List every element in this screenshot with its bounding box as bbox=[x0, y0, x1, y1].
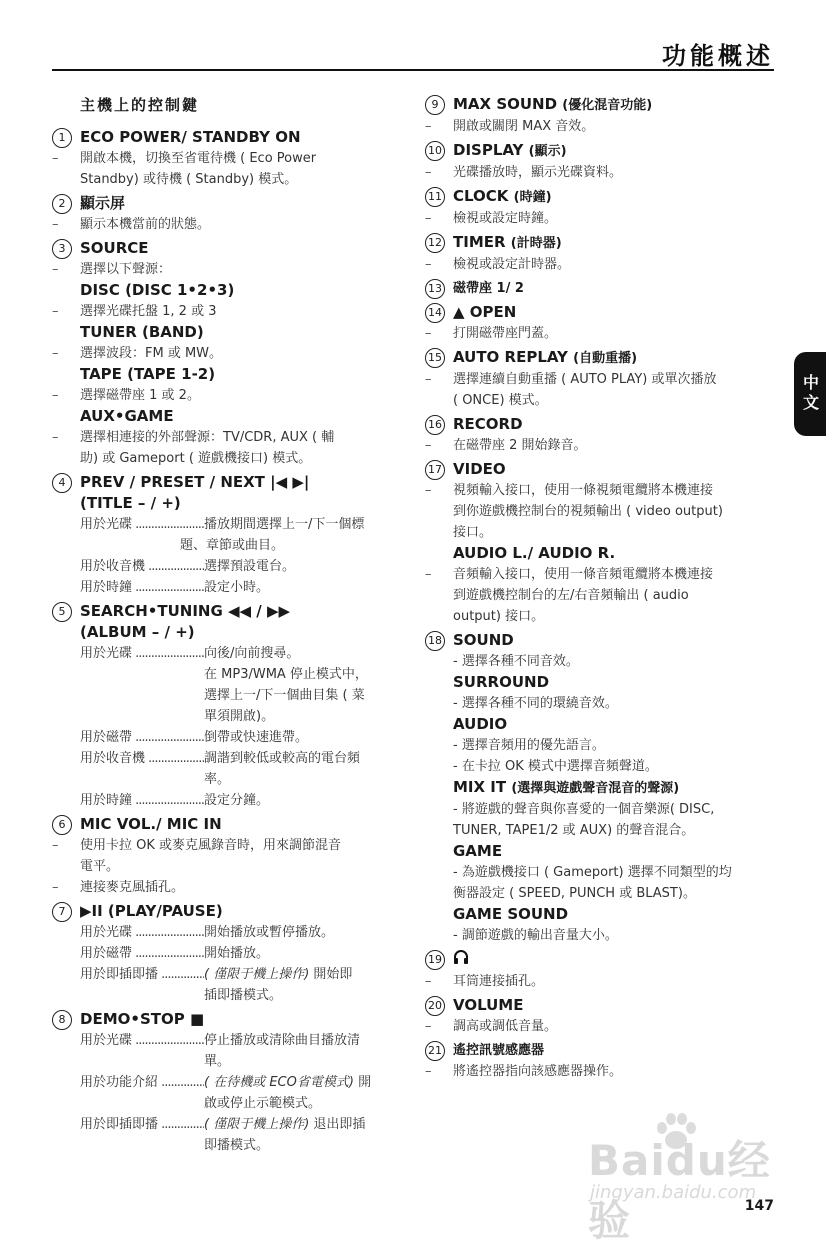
item-text: 調高或調低音量。 bbox=[453, 1019, 558, 1034]
subtitle-tape: TAPE (TAPE 1-2) bbox=[80, 365, 216, 383]
item-16: 16 RECORD – 在磁帶座 2 開始錄音。 bbox=[425, 414, 777, 456]
item-3: 3 SOURCE – 選擇以下聲源： DISC (DISC 1•2•3) – 選擇光碟托盤 1, 2 或 3 TUNER (BAND) – 選擇波段：FM 或 MW。 TAPE (TAPE 1-2) – 選擇磁帶座 1 或 2。 AUX•GAME – 選擇相連接的外部聲源：TV/CDR, AUX ( 輔 助) 或 Gameport ( 遊戲機接口) 模式。 bbox=[52, 238, 404, 469]
item-text: 選擇光碟托盤 1, 2 或 3 bbox=[80, 304, 217, 319]
watermark-url: jingyan.baidu.com bbox=[590, 1182, 757, 1203]
item-text: output) 接口。 bbox=[453, 609, 545, 624]
subtitle-audio-lr: AUDIO L./ AUDIO R. bbox=[453, 544, 616, 562]
item-text: 選擇以下聲源： bbox=[80, 262, 172, 277]
page-title: 功能概述 bbox=[662, 42, 774, 70]
row-desc: 選擇預設電台。 bbox=[204, 559, 296, 574]
item-text: 檢視或設定時鐘。 bbox=[453, 211, 558, 226]
subtitle-tuner: TUNER (BAND) bbox=[80, 323, 204, 341]
item-title: RECORD bbox=[453, 415, 523, 433]
subtitle-mixit-sub: (選擇與遊戲聲音混音的聲源) bbox=[511, 781, 680, 796]
item-text: - 為遊戲機接口 ( Gameport) 選擇不同類型的均 bbox=[453, 865, 732, 880]
subtitle-audio: AUDIO bbox=[453, 715, 508, 733]
row-desc: 開始播放。 bbox=[204, 946, 270, 961]
item-title: DEMO•STOP ■ bbox=[80, 1010, 205, 1028]
item-text: 在磁帶座 2 開始錄音。 bbox=[453, 438, 587, 453]
item-number: 20 bbox=[425, 996, 445, 1016]
item-subtitle: (顯示) bbox=[528, 144, 567, 159]
subtitle-disc: DISC (DISC 1•2•3) bbox=[80, 281, 235, 299]
row-lead: 用於光碟 ..... bbox=[80, 643, 204, 664]
item-8 bbox=[52, 1009, 404, 1156]
item-text: 打開磁帶座門蓋。 bbox=[453, 326, 558, 341]
item-title: ECO POWER/ STANDBY ON bbox=[80, 128, 301, 146]
item-text: 開啟或關閉 MAX 音效。 bbox=[453, 119, 595, 134]
item-number: 5 bbox=[52, 602, 72, 622]
item-number: 16 bbox=[425, 415, 445, 435]
row-lead: 用於即插即播 ..... bbox=[80, 964, 204, 985]
item-text: 使用卡拉 OK 或麥克風錄音時，用來調節混音 bbox=[80, 838, 342, 853]
prev-next-icons: |◀ ▶| bbox=[270, 473, 310, 491]
item-title: 遙控訊號感應器 bbox=[453, 1043, 545, 1058]
item-text: 衡器設定 ( SPEED, PUNCH 或 BLAST)。 bbox=[453, 886, 696, 901]
row-lead: 用於磁帶 ..... bbox=[80, 727, 204, 748]
item-text: 顯示本機當前的狀態。 bbox=[80, 217, 211, 232]
watermark-brand: Baidu经验 bbox=[588, 1136, 771, 1245]
row-lead: 用於功能介紹 ..... bbox=[80, 1072, 204, 1093]
item-20: 20 VOLUME – 調高或調低音量。 bbox=[425, 995, 777, 1037]
item-13 bbox=[425, 278, 777, 299]
item-number: 21 bbox=[425, 1041, 445, 1061]
row-desc: 播放期間選擇上一/下一個標 bbox=[204, 517, 365, 532]
row-desc: 啟或停止示範模式。 bbox=[204, 1096, 322, 1111]
row-desc: 選擇上一/下一個曲目集 ( 菜 bbox=[204, 688, 365, 703]
item-7 bbox=[52, 901, 404, 1006]
item-text: 到你遊戲機控制台的視頻輸出 ( video output) bbox=[453, 504, 723, 519]
item-title: MAX SOUND bbox=[453, 95, 558, 113]
row-desc: 設定分鐘。 bbox=[204, 793, 270, 808]
item-9: 9 MAX SOUND (優化混音功能) – 開啟或關閉 MAX 音效。 bbox=[425, 94, 777, 137]
item-title-2: (TITLE – / +) bbox=[80, 494, 181, 512]
row-desc: 設定小時。 bbox=[204, 580, 270, 595]
row-lead: 用於收音機 ..... bbox=[80, 748, 204, 769]
row-lead: 用於收音機 ..... bbox=[80, 556, 204, 577]
item-subtitle: (計時器) bbox=[510, 236, 562, 251]
row-desc: 率。 bbox=[204, 772, 231, 787]
row-desc: 向後/向前搜尋。 bbox=[204, 646, 300, 661]
row-lead: 用於光碟 ..... bbox=[80, 514, 204, 535]
row-lead: 用於時鐘 ..... bbox=[80, 790, 204, 811]
headphones-icon bbox=[453, 949, 469, 971]
item-title: AUTO REPLAY bbox=[453, 348, 568, 366]
row-note: ( 在待機或 ECO省電模式) bbox=[204, 1075, 354, 1090]
item-text: - 調節遊戲的輸出音量大小。 bbox=[453, 928, 618, 943]
row-desc: 倒帶或快速進帶。 bbox=[204, 730, 309, 745]
item-5 bbox=[52, 601, 404, 811]
item-text: Standby) 或待機 ( Standby) 模式。 bbox=[80, 172, 298, 187]
item-title: PREV / PRESET / NEXT bbox=[80, 473, 265, 491]
language-tab: 中文 bbox=[794, 352, 826, 436]
row-note: ( 僅限于機上操作) bbox=[204, 1117, 310, 1132]
item-text: 光碟播放時，顯示光碟資料。 bbox=[453, 165, 623, 180]
item-title: VOLUME bbox=[453, 996, 524, 1014]
item-title: TIMER bbox=[453, 233, 506, 251]
item-number: 8 bbox=[52, 1010, 72, 1030]
row-desc: 單。 bbox=[204, 1054, 231, 1069]
subtitle-game-sound: GAME SOUND bbox=[453, 905, 569, 923]
left-column bbox=[52, 94, 404, 1159]
row-desc: 插即播模式。 bbox=[204, 988, 283, 1003]
item-18 bbox=[425, 630, 777, 946]
item-number: 11 bbox=[425, 187, 445, 207]
item-text: 檢視或設定計時器。 bbox=[453, 257, 571, 272]
item-text: 耳筒連接插孔。 bbox=[453, 974, 545, 989]
item-number: 17 bbox=[425, 460, 445, 480]
row-lead: 用於磁帶 ..... bbox=[80, 943, 204, 964]
item-text: 選擇磁帶座 1 或 2。 bbox=[80, 388, 200, 403]
item-subtitle: (時鐘) bbox=[513, 190, 552, 205]
subtitle-aux: AUX•GAME bbox=[80, 407, 174, 425]
item-title: MIC VOL./ MIC IN bbox=[80, 815, 222, 833]
item-title: VIDEO bbox=[453, 460, 506, 478]
item-text: - 選擇各種不同的環繞音效。 bbox=[453, 696, 618, 711]
item-text: 將遙控器指向該感應器操作。 bbox=[453, 1064, 623, 1079]
item-subtitle: (自動重播) bbox=[573, 351, 638, 366]
item-text: 選擇連續自動重播 ( AUTO PLAY) 或單次播放 bbox=[453, 372, 717, 387]
item-2: 2 顯示屏 – 顯示本機當前的狀態。 bbox=[52, 193, 404, 235]
item-14: 14 ▲ OPEN – 打開磁帶座門蓋。 bbox=[425, 302, 777, 344]
row-desc: 單須開啟)。 bbox=[204, 709, 275, 724]
item-number: 13 bbox=[425, 279, 445, 299]
item-number: 7 bbox=[52, 902, 72, 922]
item-text: TUNER, TAPE1/2 或 AUX) 的聲音混合。 bbox=[453, 823, 695, 838]
page-number: 147 bbox=[744, 1198, 774, 1214]
item-title: CLOCK bbox=[453, 187, 509, 205]
item-text: 到遊戲機控制台的左/右音頻輸出 ( audio bbox=[453, 588, 689, 603]
item-19: 19 – 耳筒連接插孔。 bbox=[425, 949, 777, 992]
item-11: 11 CLOCK (時鐘) – 檢視或設定時鐘。 bbox=[425, 186, 777, 229]
item-text: 連接麥克風插孔。 bbox=[80, 880, 185, 895]
item-title-2: (ALBUM – / +) bbox=[80, 623, 195, 641]
item-title: SEARCH•TUNING ◀◀ / ▶▶ bbox=[80, 602, 291, 620]
subtitle-surround: SURROUND bbox=[453, 673, 550, 691]
row-lead: 用於即插即播 ..... bbox=[80, 1114, 204, 1135]
item-text: - 選擇音頻用的優先語言。 bbox=[453, 738, 605, 753]
row-lead: 用於時鐘 ..... bbox=[80, 577, 204, 598]
item-number: 12 bbox=[425, 233, 445, 253]
item-1: 1 ECO POWER/ STANDBY ON – 開啟本機，切換至省電待機 ( Eco Power Standby) 或待機 ( Standby) 模式。 bbox=[52, 127, 404, 190]
item-text: 接口。 bbox=[453, 525, 493, 540]
item-12: 12 TIMER (計時器) – 檢視或設定計時器。 bbox=[425, 232, 777, 275]
item-text: 音頻輸入接口，使用一條音頻電纜將本機連接 bbox=[453, 567, 714, 582]
row-desc: 題、章節或曲目。 bbox=[180, 538, 285, 553]
section-heading: 主機上的控制鍵 bbox=[80, 96, 200, 114]
item-text: ( ONCE) 模式。 bbox=[453, 393, 548, 408]
item-text: - 將遊戲的聲音與你喜愛的一個音樂源( DISC, bbox=[453, 802, 715, 817]
right-column bbox=[425, 94, 777, 1085]
row-desc: 在 MP3/WMA 停止模式中， bbox=[204, 667, 368, 682]
item-number: 9 bbox=[425, 95, 445, 115]
item-number: 4 bbox=[52, 473, 72, 493]
item-number: 15 bbox=[425, 348, 445, 368]
item-number: 1 bbox=[52, 128, 72, 148]
subtitle-mixit: MIX IT bbox=[453, 778, 507, 796]
item-number: 3 bbox=[52, 239, 72, 259]
item-title: SOURCE bbox=[80, 239, 149, 257]
item-text: 選擇相連接的外部聲源：TV/CDR, AUX ( 輔 bbox=[80, 430, 335, 445]
item-title: DISPLAY bbox=[453, 141, 524, 159]
item-10: 10 DISPLAY (顯示) – 光碟播放時，顯示光碟資料。 bbox=[425, 140, 777, 183]
item-text: - 在卡拉 OK 模式中選擇音頻聲道。 bbox=[453, 759, 658, 774]
item-title: 顯示屏 bbox=[80, 194, 126, 212]
item-number: 19 bbox=[425, 950, 445, 970]
row-desc: 開始即 bbox=[309, 967, 353, 982]
item-text: 電平。 bbox=[80, 859, 120, 874]
item-6: 6 MIC VOL./ MIC IN – 使用卡拉 OK 或麥克風錄音時，用來調節混音 電平。 – 連接麥克風插孔。 bbox=[52, 814, 404, 898]
row-desc: 開始播放或暫停播放。 bbox=[204, 925, 335, 940]
row-desc: 即播模式。 bbox=[204, 1138, 270, 1153]
item-text: 選擇波段：FM 或 MW。 bbox=[80, 346, 223, 361]
item-number: 10 bbox=[425, 141, 445, 161]
row-note: ( 僅限于機上操作) bbox=[204, 967, 310, 982]
item-number: 2 bbox=[52, 194, 72, 214]
item-title: ▲ OPEN bbox=[453, 303, 517, 321]
item-text: 視頻輸入接口，使用一條視頻電纜將本機連接 bbox=[453, 483, 714, 498]
item-text: 開啟本機，切換至省電待機 ( Eco Power bbox=[80, 151, 317, 166]
row-desc: 退出即插 bbox=[309, 1117, 366, 1132]
item-15: 15 AUTO REPLAY (自動重播) – 選擇連續自動重播 ( AUTO PLAY) 或單次播放 ( ONCE) 模式。 bbox=[425, 347, 777, 411]
row-lead: 用於光碟 ..... bbox=[80, 1030, 204, 1051]
item-number: 18 bbox=[425, 631, 445, 651]
row-desc: 停止播放或清除曲目播放清 bbox=[204, 1033, 361, 1048]
row-desc: 開 bbox=[353, 1075, 372, 1090]
item-title: ▶II (PLAY/PAUSE) bbox=[80, 902, 223, 920]
title-rule bbox=[52, 69, 774, 71]
row-lead: 用於光碟 ..... bbox=[80, 922, 204, 943]
item-title: SOUND bbox=[453, 631, 514, 649]
item-21: 21 遙控訊號感應器 – 將遙控器指向該感應器操作。 bbox=[425, 1040, 777, 1082]
row-desc: 調諧到較低或較高的電台頻 bbox=[204, 751, 361, 766]
item-number: 14 bbox=[425, 303, 445, 323]
subtitle-game: GAME bbox=[453, 842, 503, 860]
item-17: 17 VIDEO – 視頻輸入接口，使用一條視頻電纜將本機連接 到你遊戲機控制台的視頻輸出 ( video output) 接口。 AUDIO L./ AUDIO R. – 音頻輸入接口，使用一條音頻電纜將本機連接 到遊戲機控制台的左/右音頻輸出 ( audio output) 接口。 bbox=[425, 459, 777, 627]
item-number: 6 bbox=[52, 815, 72, 835]
item-4 bbox=[52, 472, 404, 598]
item-text: 助) 或 Gameport ( 遊戲機接口) 模式。 bbox=[80, 451, 312, 466]
item-subtitle: (優化混音功能) bbox=[562, 98, 653, 113]
item-text: - 選擇各種不同音效。 bbox=[453, 654, 579, 669]
item-title: 磁帶座 1/ 2 bbox=[453, 281, 524, 296]
